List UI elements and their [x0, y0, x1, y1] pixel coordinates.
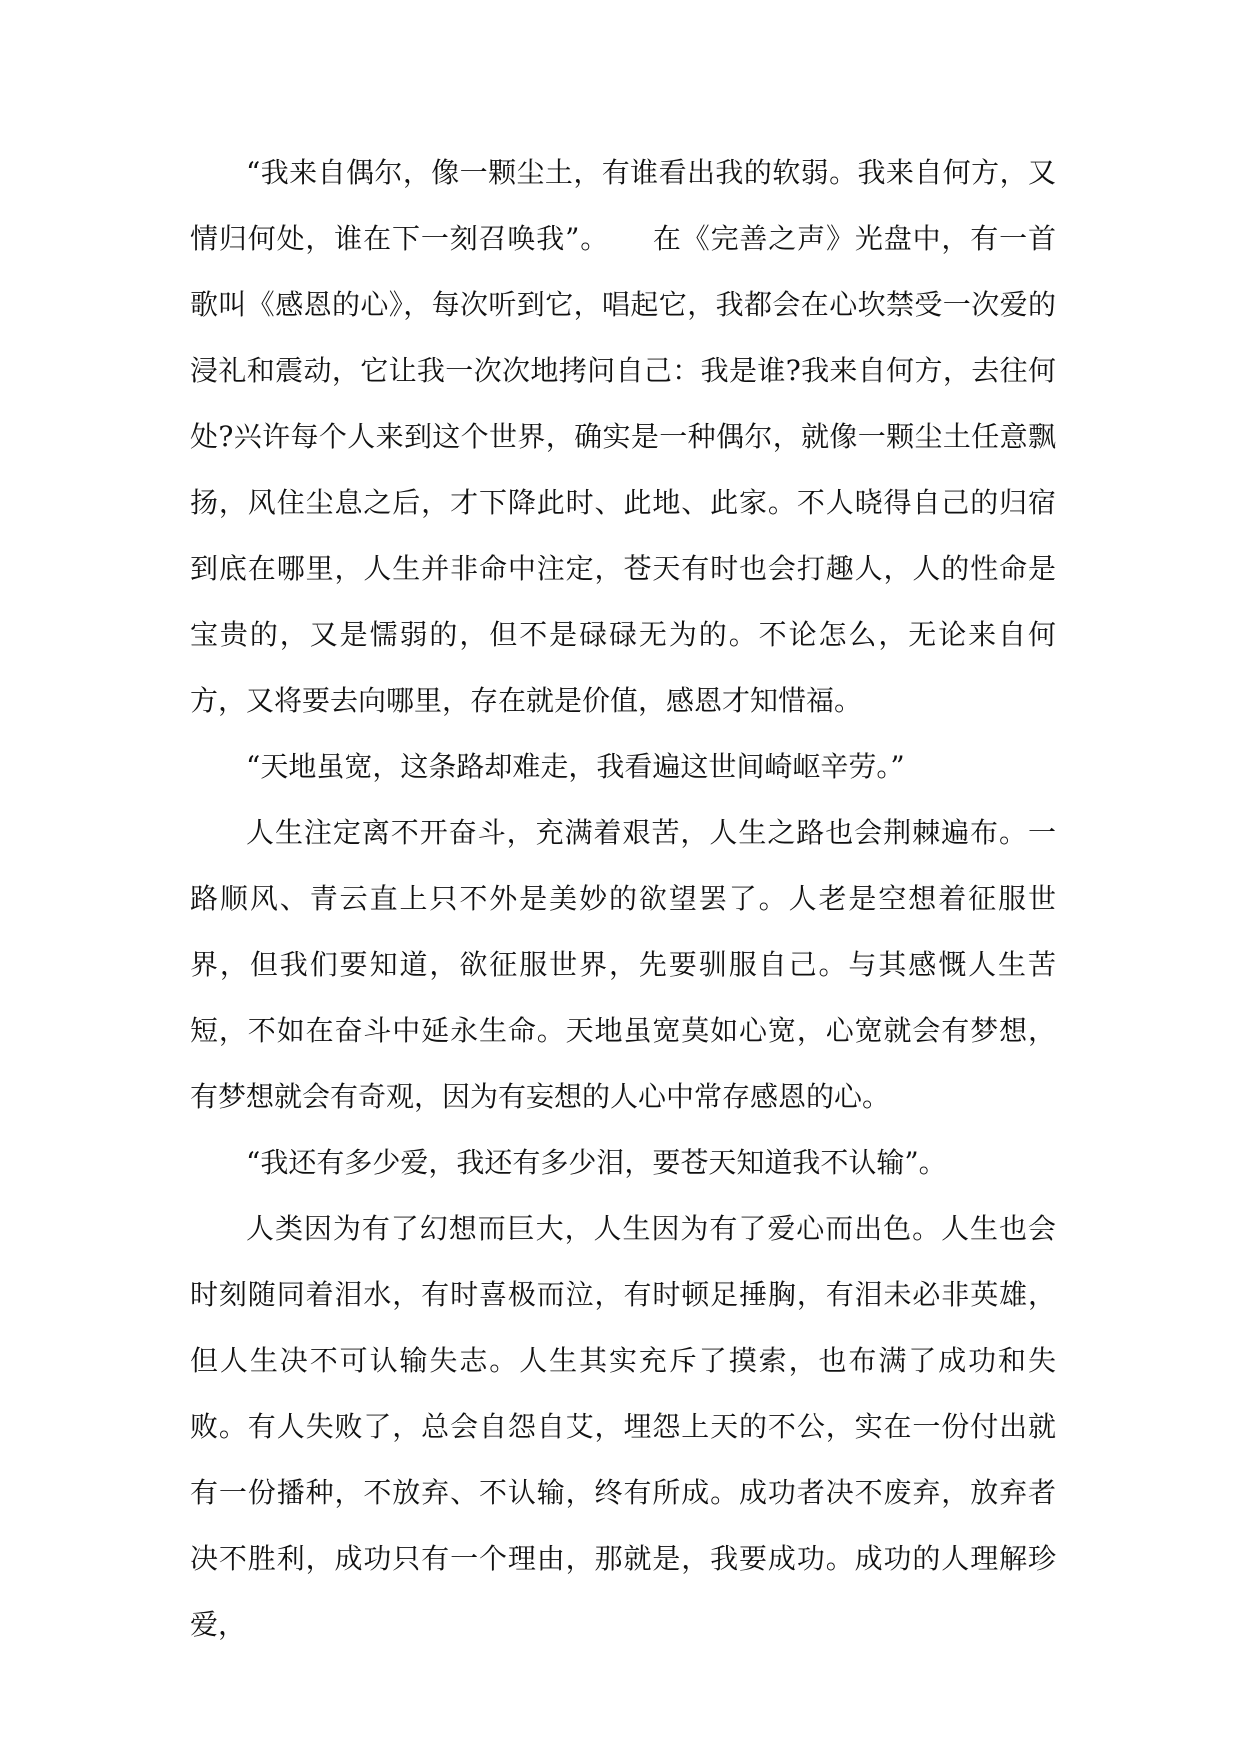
paragraph-success: 人类因为有了幻想而巨大，人生因为有了爱心而出色。人生也会时刻随同着泪水，有时喜极而泣，有时顿足捶胸，有泪未必非英雄，但人生决不可认输失志。人生其实充斥了摸索，也布满了成功和失败。有人失败了，总会自怨自艾，埋怨上天的不公，实在一份付出就有一份播种，不放弃、不认输，终有所成。成功者决不废弃，放弃者决不胜利，成功只有一个理由，那就是，我要成功。成功的人理解珍爱，	[190, 1212, 1056, 1641]
paragraph-struggle: 人生注定离不开奋斗，充满着艰苦，人生之路也会荆棘遍布。一路顺风、青云直上只不外是美妙的欲望罢了。人老是空想着征服世界，但我们要知道，欲征服世界，先要驯服自己。与其感慨人生苦短，不如在奋斗中延永生命。天地虽宽莫如心宽，心宽就会有梦想，有梦想就会有奇观，因为有妄想的人心中常存感恩的心。	[190, 816, 1056, 1113]
document-body	[190, 140, 1056, 1658]
paragraph-quote-love: “我还有多少爱，我还有多少泪，要苍天知道我不认输”。	[246, 1146, 947, 1179]
paragraph-quote-road: “天地虽宽，这条路却难走，我看遍这世间崎岖辛劳。”	[246, 750, 905, 783]
paragraph-intro: “我来自偶尔，像一颗尘土，有谁看出我的软弱。我来自何方，又情归何处，谁在下一刻召唤我”。 在《完善之声》光盘中，有一首歌叫《感恩的心》，每次听到它，唱起它，我都会在心坎禁受一次爱的浸礼和震动，它让我一次次地拷问自己：我是谁?我来自何方，去往何处?兴许每个人来到这个世界，确实是一种偶尔，就像一颗尘土任意飘扬，风住尘息之后，才下降此时、此地、此家。不人晓得自己的归宿到底在哪里，人生并非命中注定，苍天有时也会打趣人，人的性命是宝贵的，又是懦弱的，但不是碌碌无为的。不论怎么，无论来自何方，又将要去向哪里，存在就是价值，感恩才知惜福。	[190, 156, 1056, 717]
